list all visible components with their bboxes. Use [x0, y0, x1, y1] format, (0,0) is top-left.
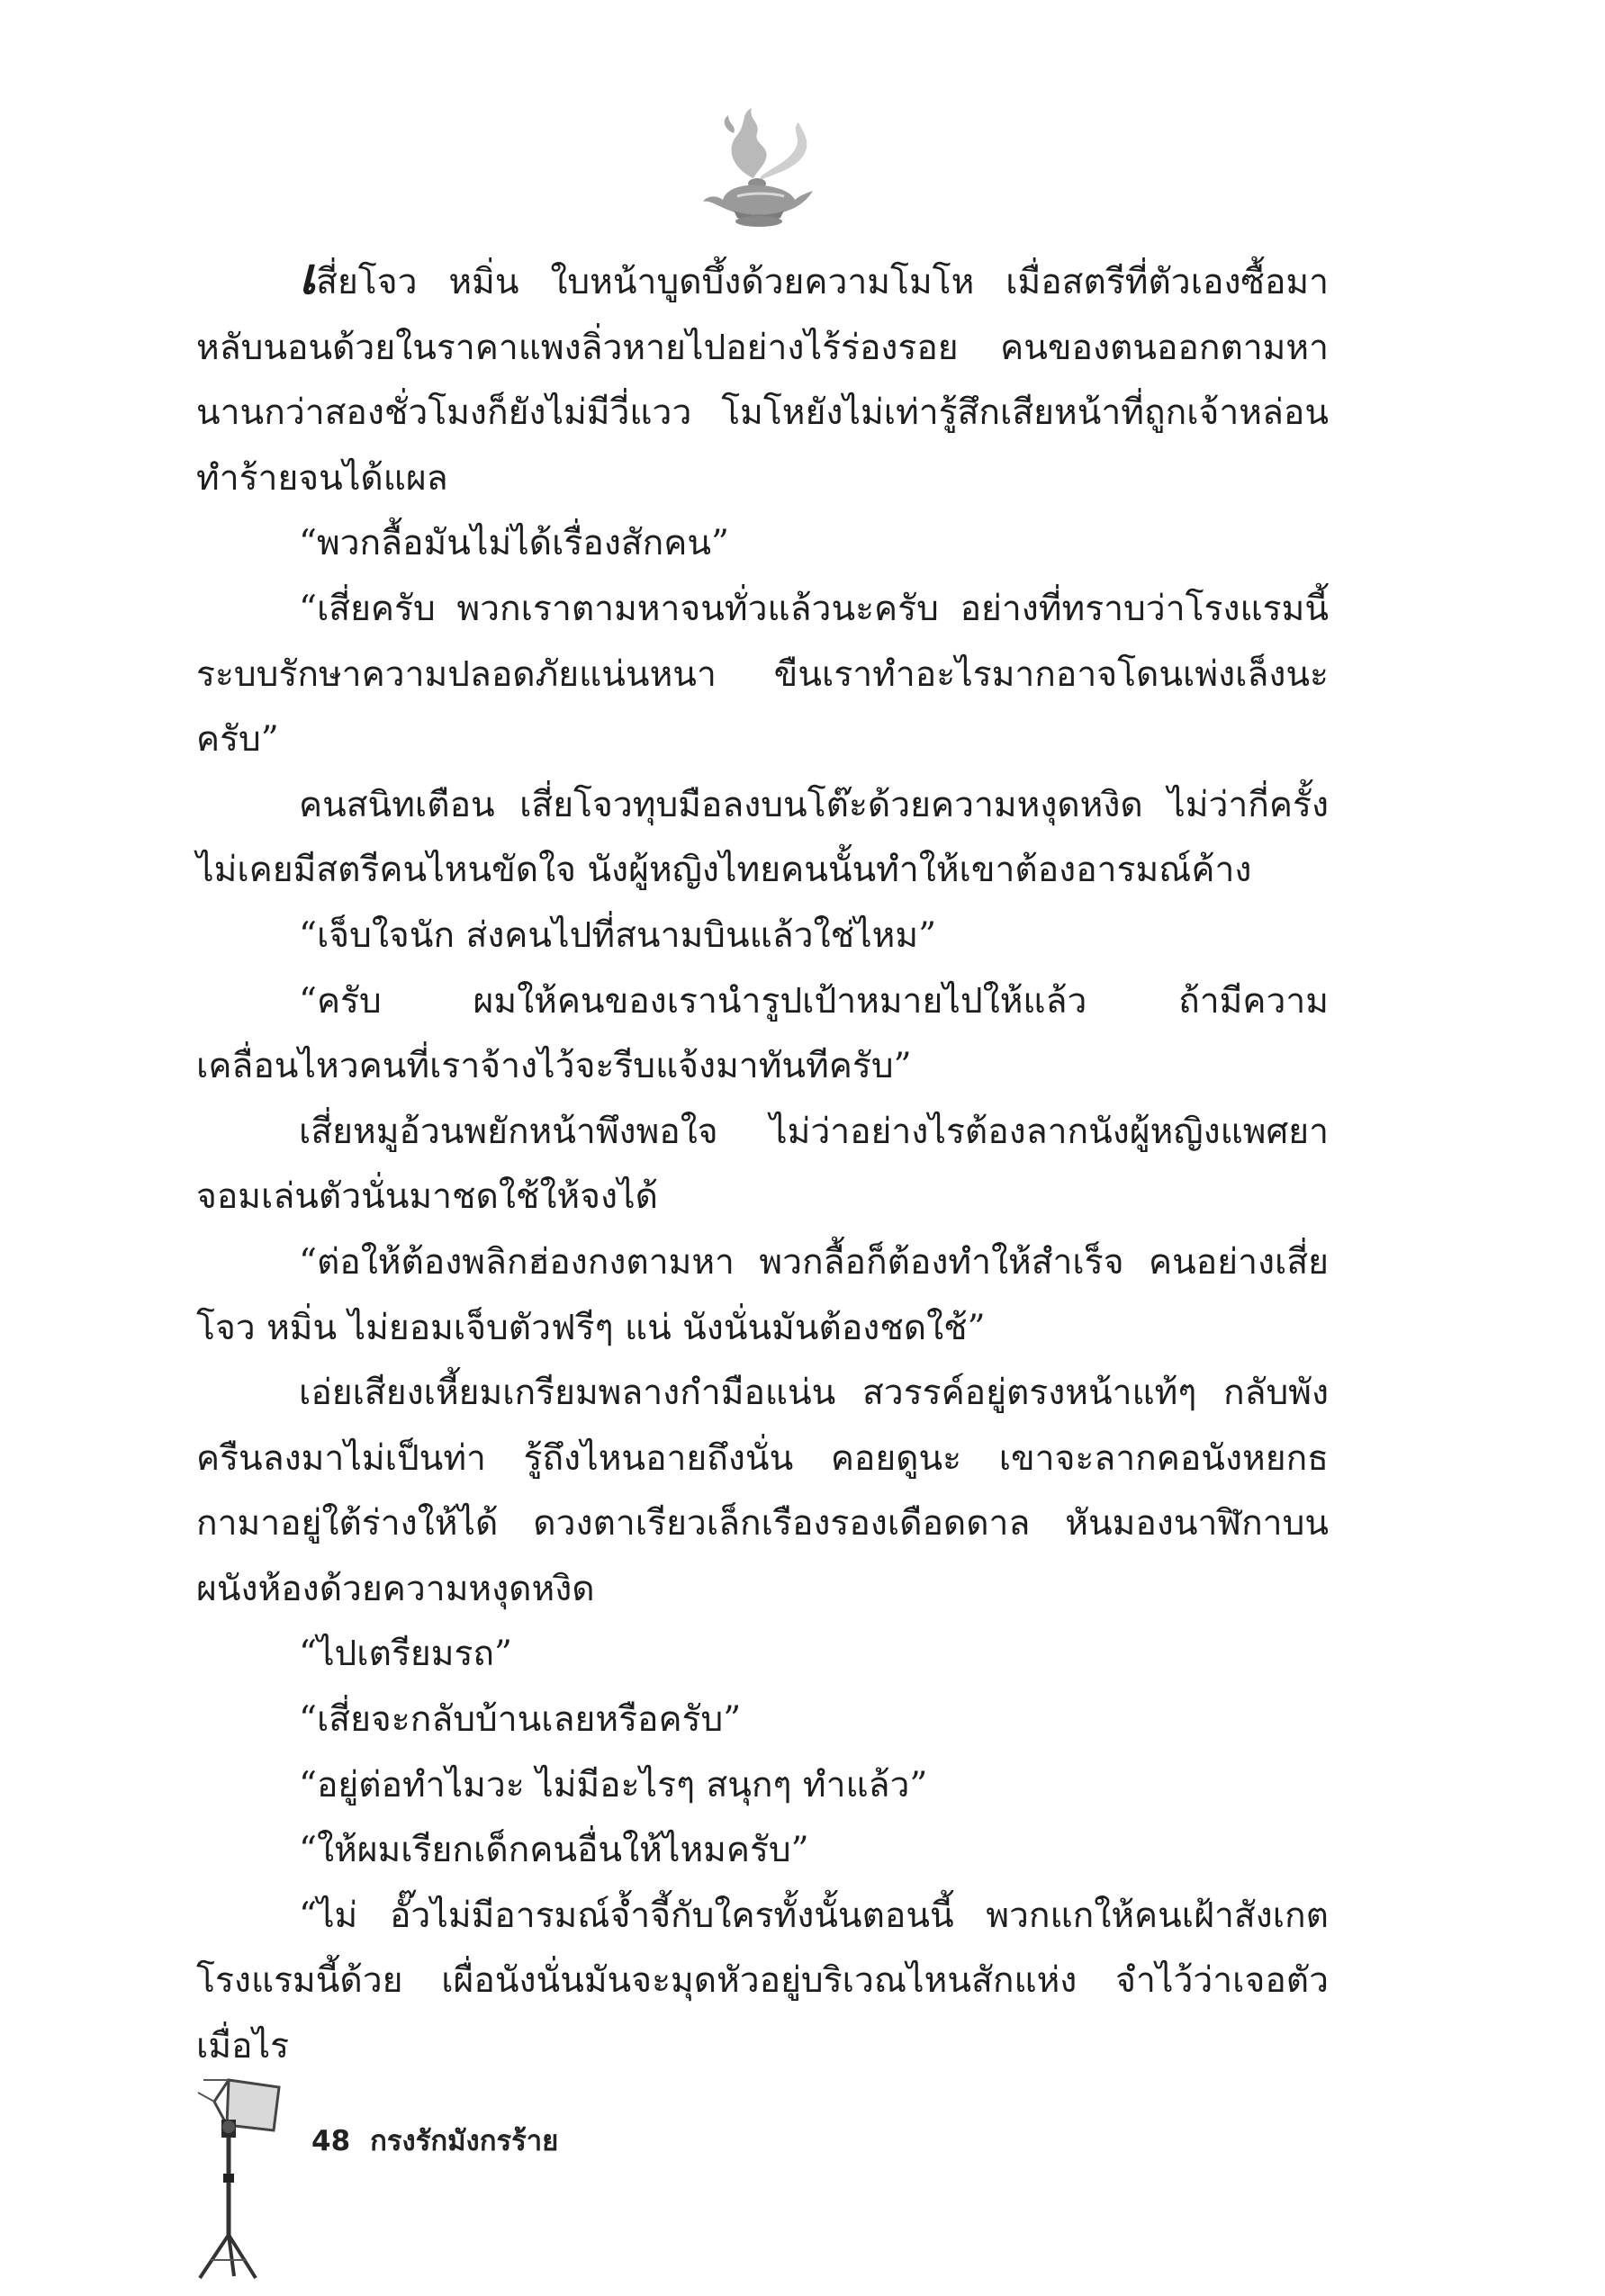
- paragraph: เอ่ยเสียงเหี้ยมเกรียมพลางกำมือแน่น สวรรค์อยู่ตรงหน้าแท้ๆ กลับพังครืนลงมาไม่เป็นท่า รู้ถึงไหนอายถึงนั่น คอยดูนะ เขาจะลากคอนังหยกธกามาอยู่ใต้ร่างให้ได้ ดวงตาเรียวเล็กเรืองรองเดือดดาล หันมองนาฬิกาบนผนังห้องด้วยความหงุดหงิด: [196, 1373, 1329, 1609]
- page-number: 48: [311, 2125, 351, 2157]
- dialogue-line: “ไม่ อั๊วไม่มีอารมณ์จ้ำจี้กับใครทั้งนั้นตอนนี้ พวกแกให้คนเฝ้าสังเกตโรงแรมนี้ด้วย เผื่อนังนั่นมันจะมุดหัวอยู่บริเวณไหนสักแห่ง จำไว้ว่าเจอตัวเมื่อไร: [196, 1895, 1329, 2067]
- paragraph: คนสนิทเตือน เสี่ยโจวทุบมือลงบนโต๊ะด้วยความหงุดหงิด ไม่ว่ากี่ครั้งไม่เคยมีสตรีคนไหนขัดใจ นังผู้หญิงไทยคนนั้นทำให้เขาต้องอารมณ์ค้าง: [196, 784, 1329, 891]
- paragraph-text: สี่ยโจว หมิ่น ใบหน้าบูดบึ้งด้วยความโมโห เมื่อสตรีที่ตัวเองซื้อมาหลับนอนด้วยในราคาแพงลิ่วหายไปอย่างไร้ร่องรอย คนของตนออกตามหานานกว่าสองชั่วโมงก็ยังไม่มีวี่แวว โมโหยังไม่เท่ารู้สึกเสียหน้าที่ถูกเจ้าหล่อนทำร้ายจนได้แผล: [196, 262, 1329, 499]
- dialogue-line: “ต่อให้ต้องพลิกฮ่องกงตามหา พวกลื้อก็ต้องทำให้สำเร็จ คนอย่างเสี่ยโจว หมิ่น ไม่ยอมเจ็บตัวฟรีๆ แน่ นังนั่นมันต้องชดใช้”: [196, 1241, 1329, 1348]
- book-title: กรงรักมังกรร้าย: [370, 2125, 559, 2157]
- page-footer: [311, 2118, 558, 2163]
- dialogue-line: “เจ็บใจนัก ส่งคนไปที่สนามบินแล้วใช่ไหม”: [299, 914, 937, 956]
- dialogue-line: “เสี่ยครับ พวกเราตามหาจนทั่วแล้วนะครับ อย่างที่ทราบว่าโรงแรมนี้ระบบรักษาความปลอดภัยแน่นหนา ขืนเราทำอะไรมากอาจโดนเพ่งเล็งนะครับ”: [196, 588, 1329, 761]
- studio-light-icon: [193, 2075, 292, 2282]
- story-text: [196, 250, 1329, 2080]
- drop-cap: เ: [299, 248, 317, 306]
- dialogue-line: “อยู่ต่อทำไมวะ ไม่มีอะไรๆ สนุกๆ ทำแล้ว”: [299, 1764, 928, 1805]
- dialogue-line: “พวกลื้อมันไม่ได้เรื่องสักคน”: [299, 523, 729, 564]
- dialogue-line: “ครับ ผมให้คนของเรานำรูปเป้าหมายไปให้แล้ว ถ้ามีความเคลื่อนไหวคนที่เราจ้างไว้จะรีบแจ้งมาทันทีครับ”: [196, 980, 1329, 1087]
- dialogue-line: “ให้ผมเรียกเด็กคนอื่นให้ไหมครับ”: [299, 1830, 809, 1871]
- genie-lamp-icon: [698, 106, 815, 232]
- paragraph: [196, 250, 1329, 511]
- paragraph: เสี่ยหมูอ้วนพยักหน้าพึงพอใจ ไม่ว่าอย่างไรต้องลากนังผู้หญิงแพศยาจอมเล่นตัวนั่นมาชดใช้ให้จงได้: [196, 1111, 1329, 1218]
- dialogue-line: “เสี่ยจะกลับบ้านเลยหรือครับ”: [299, 1699, 742, 1741]
- dialogue-line: “ไปเตรียมรถ”: [299, 1634, 512, 1675]
